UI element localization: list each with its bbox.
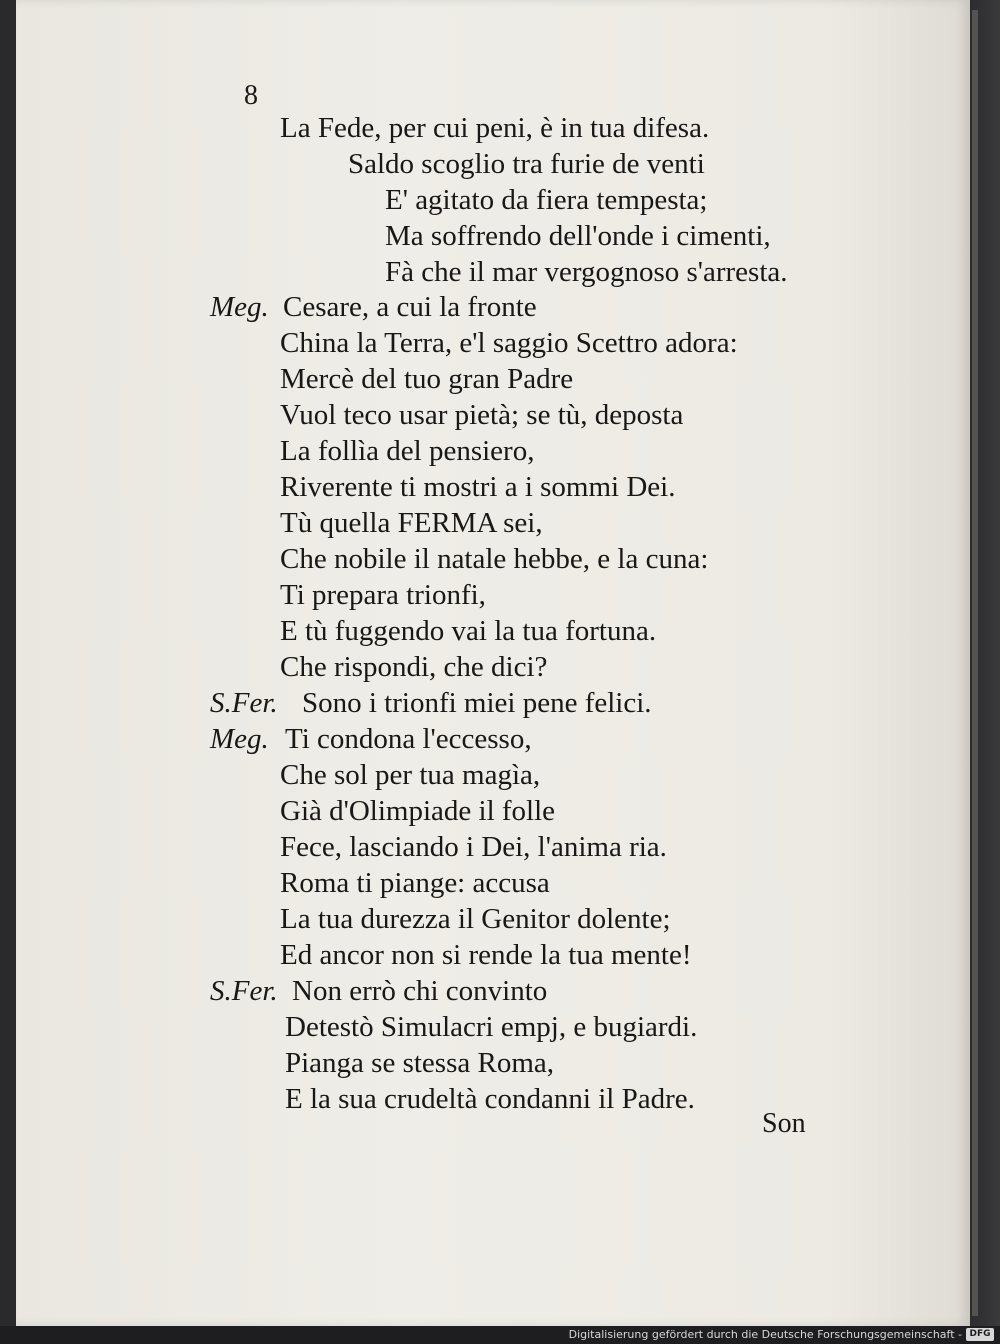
page-edge-sliver bbox=[972, 10, 978, 1316]
verse-line: Che nobile il natale hebbe, e la cuna: bbox=[280, 543, 709, 575]
page-number: 8 bbox=[244, 80, 258, 111]
verse-line: La Fede, per cui peni, è in tua difesa. bbox=[280, 112, 710, 144]
verse-line: China la Terra, e'l saggio Scettro adora: bbox=[280, 327, 738, 359]
footer-credit: Digitalisierung gefördert durch die Deutsche Forschungsgemeinschaft - bbox=[568, 1328, 962, 1341]
verse-line: Che sol per tua magìa, bbox=[280, 759, 541, 791]
speaker-label: Meg. bbox=[210, 291, 269, 323]
verse-line: Riverente ti mostri a i sommi Dei. bbox=[280, 471, 676, 503]
verse-line: Mercè del tuo gran Padre bbox=[280, 363, 574, 395]
verse-line: Sono i trionfi miei pene felici. bbox=[302, 687, 652, 719]
verse-line: Pianga se stessa Roma, bbox=[285, 1047, 555, 1079]
dfg-logo[interactable]: DFG bbox=[966, 1328, 994, 1341]
verse-line: Ti condona l'eccesso, bbox=[285, 723, 532, 755]
speaker-label: S.Fer. bbox=[210, 687, 278, 719]
verse-line: La tua durezza il Genitor dolente; bbox=[280, 903, 671, 935]
verse-line: Fece, lasciando i Dei, l'anima ria. bbox=[280, 831, 667, 863]
catchword: Son bbox=[762, 1108, 806, 1139]
verse-line: La follìa del pensiero, bbox=[280, 435, 535, 467]
verse-line: Detestò Simulacri empj, e bugiardi. bbox=[285, 1011, 698, 1043]
verse-line: Ti prepara trionfi, bbox=[280, 579, 486, 611]
book-binding-edge bbox=[970, 0, 1000, 1326]
verse-line: Saldo scoglio tra furie de venti bbox=[348, 148, 705, 180]
verse-line: Roma ti piange: accusa bbox=[280, 867, 550, 899]
verse-line: Tù quella FERMA sei, bbox=[280, 507, 543, 539]
verse-line: E la sua crudeltà condanni il Padre. bbox=[285, 1083, 695, 1115]
verse-line: E tù fuggendo vai la tua fortuna. bbox=[280, 615, 657, 647]
verse-line: Cesare, a cui la fronte bbox=[283, 291, 537, 323]
verse-line: Vuol teco usar pietà; se tù, deposta bbox=[280, 399, 684, 431]
verse-line: Già d'Olimpiade il folle bbox=[280, 795, 556, 827]
verse-line: Che rispondi, che dici? bbox=[280, 651, 548, 683]
verse-line: Fà che il mar vergognoso s'arresta. bbox=[385, 256, 788, 288]
verse-line: E' agitato da fiera tempesta; bbox=[385, 184, 708, 216]
speaker-label: Meg. bbox=[210, 723, 269, 755]
verse-line: Ed ancor non si rende la tua mente! bbox=[280, 939, 692, 971]
speaker-label: S.Fer. bbox=[210, 975, 278, 1007]
verse-line: Ma soffrendo dell'onde i cimenti, bbox=[385, 220, 771, 252]
verse-line: Non errò chi convinto bbox=[292, 975, 548, 1007]
